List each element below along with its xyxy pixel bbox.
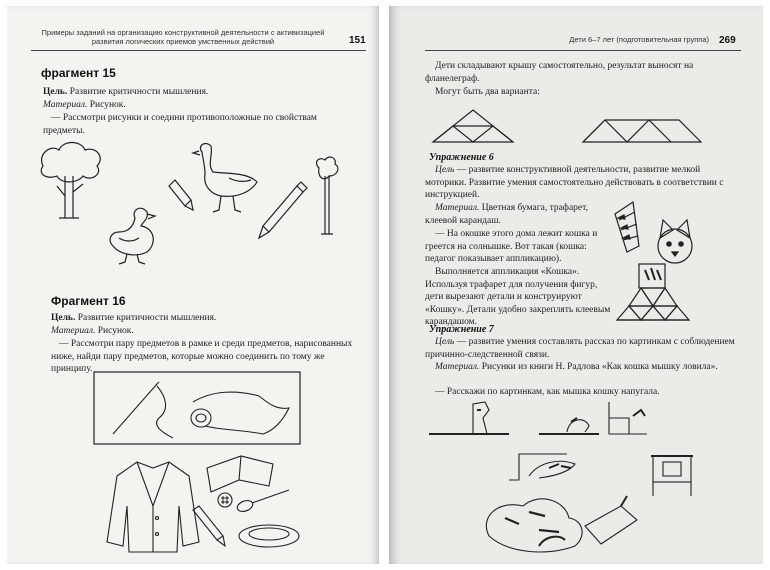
button-drawing bbox=[218, 493, 232, 507]
story-pictures bbox=[389, 6, 763, 564]
notebook-drawing bbox=[207, 456, 273, 492]
right-page bbox=[389, 6, 763, 564]
material-text: Цветная бумага, трафарет, клеевой карандаш. bbox=[425, 203, 588, 226]
story-picture-6 bbox=[486, 496, 637, 552]
material-text: Рисунок. bbox=[89, 100, 126, 110]
story-picture-3 bbox=[609, 402, 647, 434]
exercise6-title: Упражнение 6 bbox=[429, 152, 494, 163]
goal-text: — развитие конструктивной деятельности, развитие мелкой моторики. Развитие умения самостоятельно действовать в соответствии с инструкцией. bbox=[425, 165, 724, 200]
goal-label: Цель bbox=[435, 337, 455, 347]
needle-thread-drawing bbox=[113, 382, 173, 438]
exercise6-task: — На окошке этого дома лежит кошка и греется на солнышке. Вот такая (кошка: педагог показывает аппликацию). bbox=[425, 229, 598, 264]
left-page bbox=[7, 6, 379, 564]
exercise7-task: — Расскажи по картинкам, как мышка кошку напугала. bbox=[435, 387, 660, 397]
right-running-header: Дети 6–7 лет (подготовительная группа) bbox=[569, 35, 709, 44]
material-label: Материал. bbox=[435, 362, 480, 372]
goal-text: Развитие критичности мышления. bbox=[77, 313, 217, 323]
material-text: Рисунки из книги Н. Радлова «Как кошка мышку ловила». bbox=[481, 362, 718, 372]
story-picture-5 bbox=[651, 456, 693, 496]
spoon-drawing bbox=[236, 490, 289, 513]
material-text: Рисунок. bbox=[97, 326, 134, 336]
goal-text: Развитие критичности мышления. bbox=[69, 87, 209, 97]
fragment15-title: фрагмент 15 bbox=[41, 66, 116, 80]
intro-text: Дети складывают крышу самостоятельно, результат выносят на фланелеграф. bbox=[425, 61, 694, 84]
fragment16-task: — Рассмотри пару предметов в рамке и среди предметов, нарисованных ниже, найди пару предметов, которые можно соединить по тому же принципу. bbox=[51, 339, 353, 374]
goal-text: — развитие умения составлять рассказ по картинкам с соблюдением причинно-следственной связи. bbox=[425, 337, 735, 360]
goal-label: Цель bbox=[435, 165, 455, 175]
story-picture-2 bbox=[539, 418, 599, 434]
fabric-roll-drawing bbox=[191, 392, 289, 434]
left-running-header: Примеры заданий на организацию конструктивной деятельности с активизацией развития логических приемов умственных действий bbox=[41, 28, 325, 46]
material-label: Материал. bbox=[435, 203, 480, 213]
pencil-bottom-drawing bbox=[193, 506, 225, 546]
exercise7-title: Упражнение 7 bbox=[429, 324, 494, 335]
story-picture-1 bbox=[429, 402, 509, 434]
page-gap bbox=[379, 0, 389, 570]
left-page-number: 151 bbox=[349, 35, 366, 46]
example-pair-frame bbox=[94, 372, 300, 444]
right-page-number: 269 bbox=[719, 35, 736, 46]
material-label: Материал. bbox=[51, 326, 96, 336]
jacket-drawing bbox=[107, 462, 199, 552]
fragment15-task: — Рассмотри рисунки и соедини противоположные по свойствам предметы. bbox=[43, 113, 317, 136]
variants-text: Могут быть два варианта: bbox=[435, 87, 540, 97]
fragment16-drawings bbox=[7, 6, 379, 564]
plate-drawing bbox=[239, 525, 299, 547]
material-label: Материал. bbox=[43, 100, 88, 110]
fragment16-title: Фрагмент 16 bbox=[51, 294, 126, 308]
story-picture-4 bbox=[509, 454, 575, 480]
goal-label: Цель. bbox=[43, 87, 68, 97]
goal-label: Цель. bbox=[51, 313, 76, 323]
exercise6-description: Выполняется аппликация «Кошка». Используя трафарет для получения фигур, дети вырезают детали и конструируют «Кошку». Детали удобно закреплять клеевым карандашом. bbox=[425, 267, 611, 327]
